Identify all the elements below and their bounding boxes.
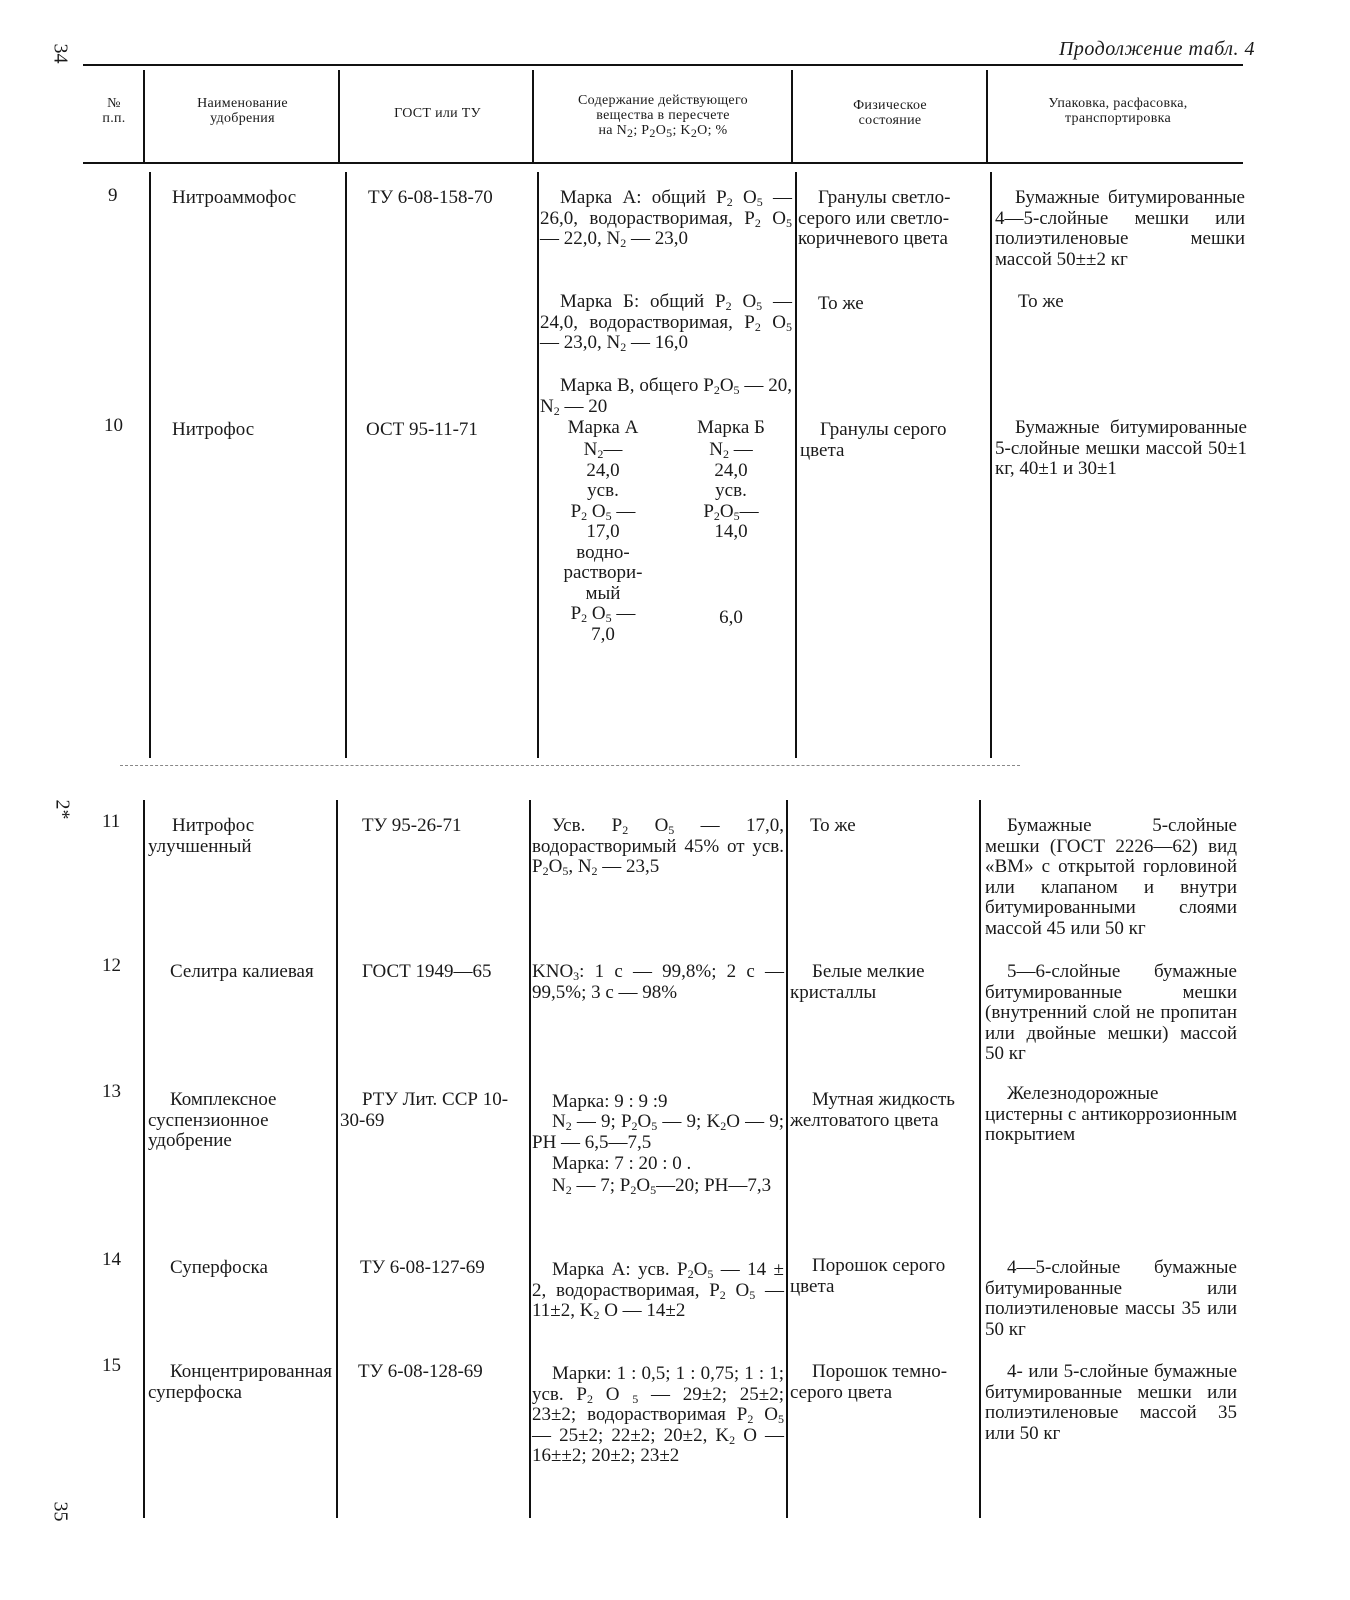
header-num: № п.п. [102,96,126,126]
standard-code: ОСТ 95-11-71 [366,419,478,440]
fertilizer-name: Концентрированная суперфоска [148,1361,333,1403]
mark-a-values: $N_2—$ 24,0 усв. $P_2$ $O_5$ — 17,0 водно- раствори- мый $P_2$ $O_5$ — 7,0 [563,439,643,645]
column-divider [990,172,992,758]
row-number: 15 [102,1355,121,1376]
packaging-text: Бумажные 5-слойные мешки (ГОСТ 2226—62) вид «ВМ» с открытой горловиной или клапаном и внутри битумированными слоями массой 45 или 50 кг [985,815,1237,939]
column-divider [795,172,797,758]
row-number: 12 [102,955,121,976]
row-number: 10 [104,415,123,436]
packaging-text: Бумажные битумированные 4—5-слойные мешки или полиэтиленовые мешки массой 50±±2 кг [995,187,1245,270]
packaging-text: 4—5-слойные бумажные битумированные или полиэтиленовые массы 35 или 50 кг [985,1257,1237,1340]
row-number: 14 [102,1249,121,1270]
standard-code: ГОСТ 1949—65 [362,961,492,982]
header-pack: Упаковка, расфасовка, транспортировка [1048,96,1188,126]
header-content: Содержание действующего вещества в пересчете на $N_2$; $P_2O_5$; $K_2O$; % [578,93,748,140]
mark-b-label: Марка Б [697,417,765,438]
physical-state: Порошок серого цвета [790,1255,946,1297]
header-bottom-rule [83,162,1243,164]
fertilizer-name: Нитроаммофос [172,187,297,208]
page-number-right: 35 [49,1501,72,1522]
page-number-left: 34 [49,43,72,64]
column-divider [537,172,539,758]
standard-code: ТУ 6-08-158-70 [368,187,493,208]
content-text: Марка А: общий $P_2$ $O_5$ — 26,0, водорастворимая, $P_2$ $O_5$ — 22,0, $N_2$ — 23,0 [540,187,793,250]
content-text: $N_2$ — 7; $P_2O_5—20$; PH—7,3 [552,1175,772,1197]
row-number: 9 [108,185,118,206]
content-text: Марка Б: общий $P_2$ $O_5$ — 24,0, водорастворимая, $P_2$ $O_5$ — 23,0, $N_2$ — 16,0 [540,291,793,354]
mark-b-values: $N_2$ — 24,0 усв. $P_2O_5—$ 14,0 [703,439,759,542]
content-text: Марка А: усв. $P_2O_5$ — 14 ± 2, водорастворимая, $P_2$ $O_5$ — 11±2, $K_2$ O — 14±2 [532,1259,784,1322]
fertilizer-name: Нитрофос улучшенный [148,815,255,857]
continuation-title: Продолжение табл. 4 [1058,38,1255,60]
row-number: 11 [102,811,121,832]
physical-state: Порошок темно-серого цвета [790,1361,948,1403]
column-divider [529,800,531,1518]
signature-mark: 2* [51,799,74,820]
fertilizer-name: Селитра калиевая [170,961,314,982]
table-top-rule [83,64,1243,66]
header-name: Наименование удобрения [197,96,288,126]
packaging-text: То же [1018,291,1064,312]
content-text: Марка В, общего $P_2O_5$ — 20, $N_2$ — 20 [540,375,793,418]
standard-code: ТУ 95-26-71 [362,815,462,836]
packaging-text: 5—6-слойные бумажные битумированные мешки (внутренний слой не пропитан или двойные мешки) массой 50 кг [985,961,1237,1064]
content-text: $KNO_3$: 1 с — 99,8%; 2 с — 99,5%; 3 с — 98% [532,961,784,1003]
physical-state: Гранулы светло-серого или светло-коричневого цвета [798,187,951,249]
physical-state: То же [818,293,864,314]
header-divider [143,70,145,162]
fertilizer-name: Суперфоска [170,1257,268,1278]
column-divider [336,800,338,1518]
content-text: Марка: 7 : 20 : 0 . [552,1153,692,1174]
physical-state: Белые мелкие кристаллы [790,961,925,1003]
physical-state: То же [810,815,856,836]
content-text: Марка: 9 : 9 :9 [552,1091,668,1112]
fertilizer-name: Комплексное суспензионное удобрение [148,1089,277,1151]
header-divider [338,70,340,162]
packaging-text: 4- или 5-слойные бумажные битумированные мешки или полиэтиленовые массой 35 или 50 кг [985,1361,1237,1444]
header-divider [791,70,793,162]
column-divider [149,172,151,758]
column-divider [345,172,347,758]
header-divider [532,70,534,162]
physical-state: Мутная жидкость желтоватого цвета [790,1089,955,1131]
fertilizer-name: Нитрофос [172,419,255,440]
standard-code: ТУ 6-08-127-69 [360,1257,485,1278]
physical-state: Гранулы серого цвета [800,419,947,461]
standard-code: ТУ 6-08-128-69 [358,1361,483,1382]
standard-code: РТУ Лит. ССР 10-30-69 [340,1089,509,1131]
header-divider [986,70,988,162]
content-text: Марки: 1 : 0,5; 1 : 0,75; 1 : 1; усв. $P_2$ O $_5$ — 29±2; 25±2; 23±2; водорастворимая $P_2$ $O_5$ — 25±2; 22±2; 20±2, $K_2$ O — 16±±2; 20±2; 23±2 [532,1363,784,1466]
mark-a-label: Марка А [567,417,639,438]
header-gost: ГОСТ или ТУ [394,106,481,121]
packaging-text: Бумажные битумированные 5-слойные мешки массой 50±1 кг, 40±1 и 30±1 [995,417,1247,479]
column-divider [786,800,788,1518]
column-divider [979,800,981,1518]
packaging-text: Железнодорожные цистерны с антикоррозионным покрытием [985,1083,1237,1145]
content-text: Усв. $P_2$ $O_5$ — 17,0, водорастворимый 45% от усв. $P_2O_5$, $N_2$ — 23,5 [532,815,784,878]
header-state: Физическое состояние [853,98,927,128]
row-number: 13 [102,1081,121,1102]
column-divider [143,800,145,1518]
content-text: $N_2$ — 9; $P_2O_5$ — 9; $K_2O$ — 9; PH — 6,5—7,5 [532,1111,785,1153]
page-edge [120,765,1020,767]
mark-b-vodno: 6,0 [719,607,743,628]
